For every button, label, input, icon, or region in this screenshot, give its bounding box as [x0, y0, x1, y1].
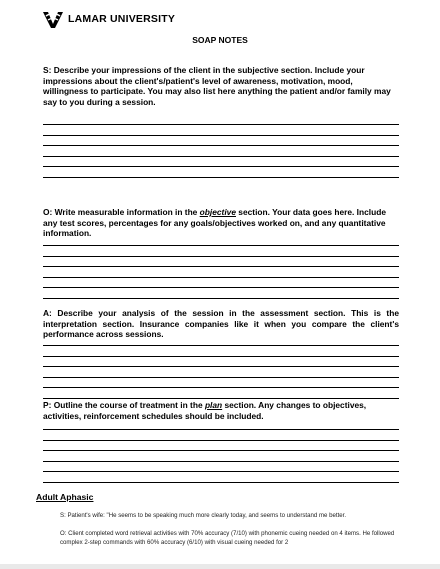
university-logo — [42, 9, 175, 29]
plan-keyword: plan — [204, 400, 223, 410]
subjective-instructions: S: Describe your impressions of the client in the subjective section. Include your impressions about the client's/patient's level of awareness, motivation, mood, willingness to participate. You may also list here anything the patient and/or family may say to you during a session. — [43, 65, 391, 107]
writing-line — [43, 356, 399, 357]
writing-line — [43, 124, 399, 125]
writing-line — [43, 366, 399, 367]
writing-line — [43, 298, 399, 299]
lamar-logo-icon — [42, 9, 64, 29]
writing-line — [43, 429, 399, 430]
writing-line — [43, 377, 399, 378]
example-objective-note: O: Client completed word retrieval activities with 70% accuracy (7/10) with phonemic cueing needed on 4 items. He followed complex 2-step commands with 60% accuracy (6/10) with visual cueing needed for 2 — [60, 530, 395, 546]
writing-line — [43, 256, 399, 257]
writing-line — [43, 387, 399, 388]
assessment-instructions: A: Describe your analysis of the session in the assessment section. This is the interpretation section. Insurance companies like it when you compare the client's performance across sessions. — [43, 308, 399, 340]
page-bottom-edge — [0, 564, 440, 569]
writing-line — [43, 156, 399, 157]
writing-line — [43, 398, 399, 399]
plan-instructions — [43, 400, 399, 421]
writing-line — [43, 482, 399, 483]
writing-line — [43, 287, 399, 288]
objective-instructions — [43, 207, 399, 239]
objective-prefix: O: Write measurable information in the — [43, 207, 200, 217]
example-subjective-note: S: Patient's wife: "He seems to be speaking much more clearly today, and seems to understand me better. — [60, 512, 347, 519]
writing-line — [43, 277, 399, 278]
writing-line — [43, 145, 399, 146]
writing-line — [43, 266, 399, 267]
logo-text: LAMAR UNIVERSITY — [68, 13, 176, 25]
writing-line — [43, 166, 399, 167]
writing-line — [43, 461, 399, 462]
writing-line — [43, 440, 399, 441]
example-heading: Adult Aphasic — [36, 492, 94, 502]
plan-suffix: section. Any changes to objectives, activities, reinforcement schedules should be included. — [43, 400, 367, 421]
writing-line — [43, 245, 399, 246]
writing-line — [43, 177, 399, 178]
plan-prefix: P: Outline the course of treatment in the — [43, 400, 205, 410]
page-title: SOAP NOTES — [192, 35, 248, 45]
objective-suffix: section. Your data goes here. Include any test scores, percentages for any goals/objectives worked on, and any quantitative information. — [43, 207, 386, 239]
writing-line — [43, 345, 399, 346]
writing-line — [43, 135, 399, 136]
writing-line — [43, 471, 399, 472]
writing-line — [43, 450, 399, 451]
objective-keyword: objective — [199, 207, 236, 217]
